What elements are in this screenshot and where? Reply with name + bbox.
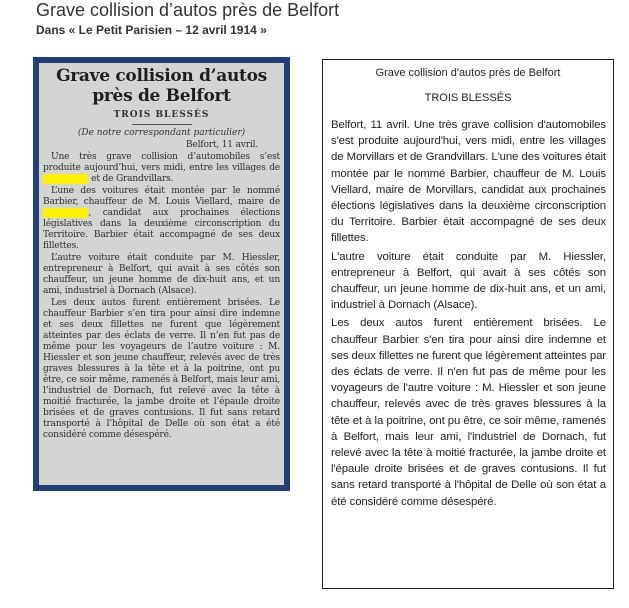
clipping-headline-line2: près de Belfort xyxy=(92,86,231,106)
transcription-box xyxy=(322,59,614,589)
clipping-paper xyxy=(39,63,284,485)
highlight-redaction xyxy=(43,174,88,184)
clipping-paragraph-text: et de Grandvillars. xyxy=(91,174,174,184)
clipping-paragraph-text: , candidat aux prochaines élections législatives dans la deuxième circonscription du Territoire. Barbier était accompagné de ses deux fillettes. xyxy=(43,208,280,251)
clipping-headline xyxy=(43,66,280,106)
clipping-subheading: TROIS BLESSÉS xyxy=(113,110,210,120)
transcription-subtitle: TROIS BLESSÉS xyxy=(424,92,512,104)
highlight-redaction xyxy=(43,208,88,218)
clipping-paragraph: L’autre voiture était conduite par M. Hiessler, entrepreneur à Belfort, qui avait à ses côtés son chauffeur, un jeune homme de dix-huit ans, et un ami, industriel à Dornach (Alsace). xyxy=(43,253,280,296)
transcription-paragraph: Les deux autos furent entièrement brisées. Le chauffeur Barbier s'en tira pour ainsi dire indemne et ses deux fillettes ne furent que légèrement atteintes par des éclats de verre. Il n'en fut pas de même pour les voyageurs de l'autre voiture : M. Hiessler et son jeune chauffeur, relevés avec de très graves blessures à la tête et à la poitrine, ont pu être, ce soir même, ramenés à Belfort, mais leur ami, l'industriel de Dornach, fut relevé avec la tête à moitié fracturée, la jambe droite et l'épaule droite brisées et de graves contusions. Il fut sans retard transporté à l'hôpital de Delle où son état a été considéré comme désespéré. xyxy=(331,317,606,508)
clipping-paragraph-text: Une très grave collision d’automobiles s’est produite aujourd’hui, vers midi, entre les villages de xyxy=(43,152,280,173)
page-title: Grave collision d’autos près de Belfort xyxy=(36,0,340,20)
clipping-paragraph-text: L’une des voitures était montée par le nommé Barbier, chauffeur de M. Louis Viellard, maire de xyxy=(43,186,280,207)
clipping-rule xyxy=(132,124,192,125)
clipping-correspondent: (De notre correspondant particulier) xyxy=(77,128,246,138)
newspaper-clipping-image xyxy=(33,57,290,491)
clipping-headline-line1: Grave collision d’autos xyxy=(56,66,267,86)
clipping-paragraph xyxy=(43,152,280,185)
transcription-title: Grave collision d'autos près de Belfort xyxy=(375,67,561,79)
source-subtitle: Dans « Le Petit Parisien – 12 avril 1914 » xyxy=(36,23,267,37)
clipping-dateline: Belfort, 11 avril. xyxy=(185,140,258,150)
clipping-paragraph xyxy=(43,186,280,252)
transcription-body xyxy=(323,104,613,510)
transcription-paragraph: L'autre voiture était conduite par M. Hiessler, entrepreneur à Belfort, qui avait à ses côtés son chauffeur, un jeune homme de dix-huit ans, et un ami, industriel à Dornach (Alsace). xyxy=(331,250,606,312)
clipping-paragraph: Les deux autos furent entièrement brisées. Le chauffeur Barbier s’en tira pour ainsi dire indemne et ses deux fillettes ne furent que légèrement atteintes par des éclats de verre. Il n’en fut pas de même pour les voyageurs de l’autre voiture : M. Hiessler et son jeune chauffeur, relevés avec de très graves blessures à la tête et à la poitrine, ont pu être, ce soir même, ramenés à Belfort, mais leur ami, l’industriel de Dornach, fut relevé avec la tête à moitié fracturée, la jambe droite et l’épaule droite brisées et de graves contusions. Il fut sans retard transporté à l’hôpital de Delle où son état a été considéré comme désespéré. xyxy=(43,298,280,440)
transcription-paragraph: Belfort, 11 avril. Une très grave collision d'automobiles s'est produite aujourd'hui, vers midi, entre les villages de Morvillars et de Grandvillars. L'une des voitures était montée par le nommé Barbier, chauffeur de M. Louis Viellard, maire de Morvillars, candidat aux prochaines élections législatives dans la deuxième circonscription du Territoire. Barbier était accompagné de ses deux fillettes. xyxy=(331,119,606,245)
